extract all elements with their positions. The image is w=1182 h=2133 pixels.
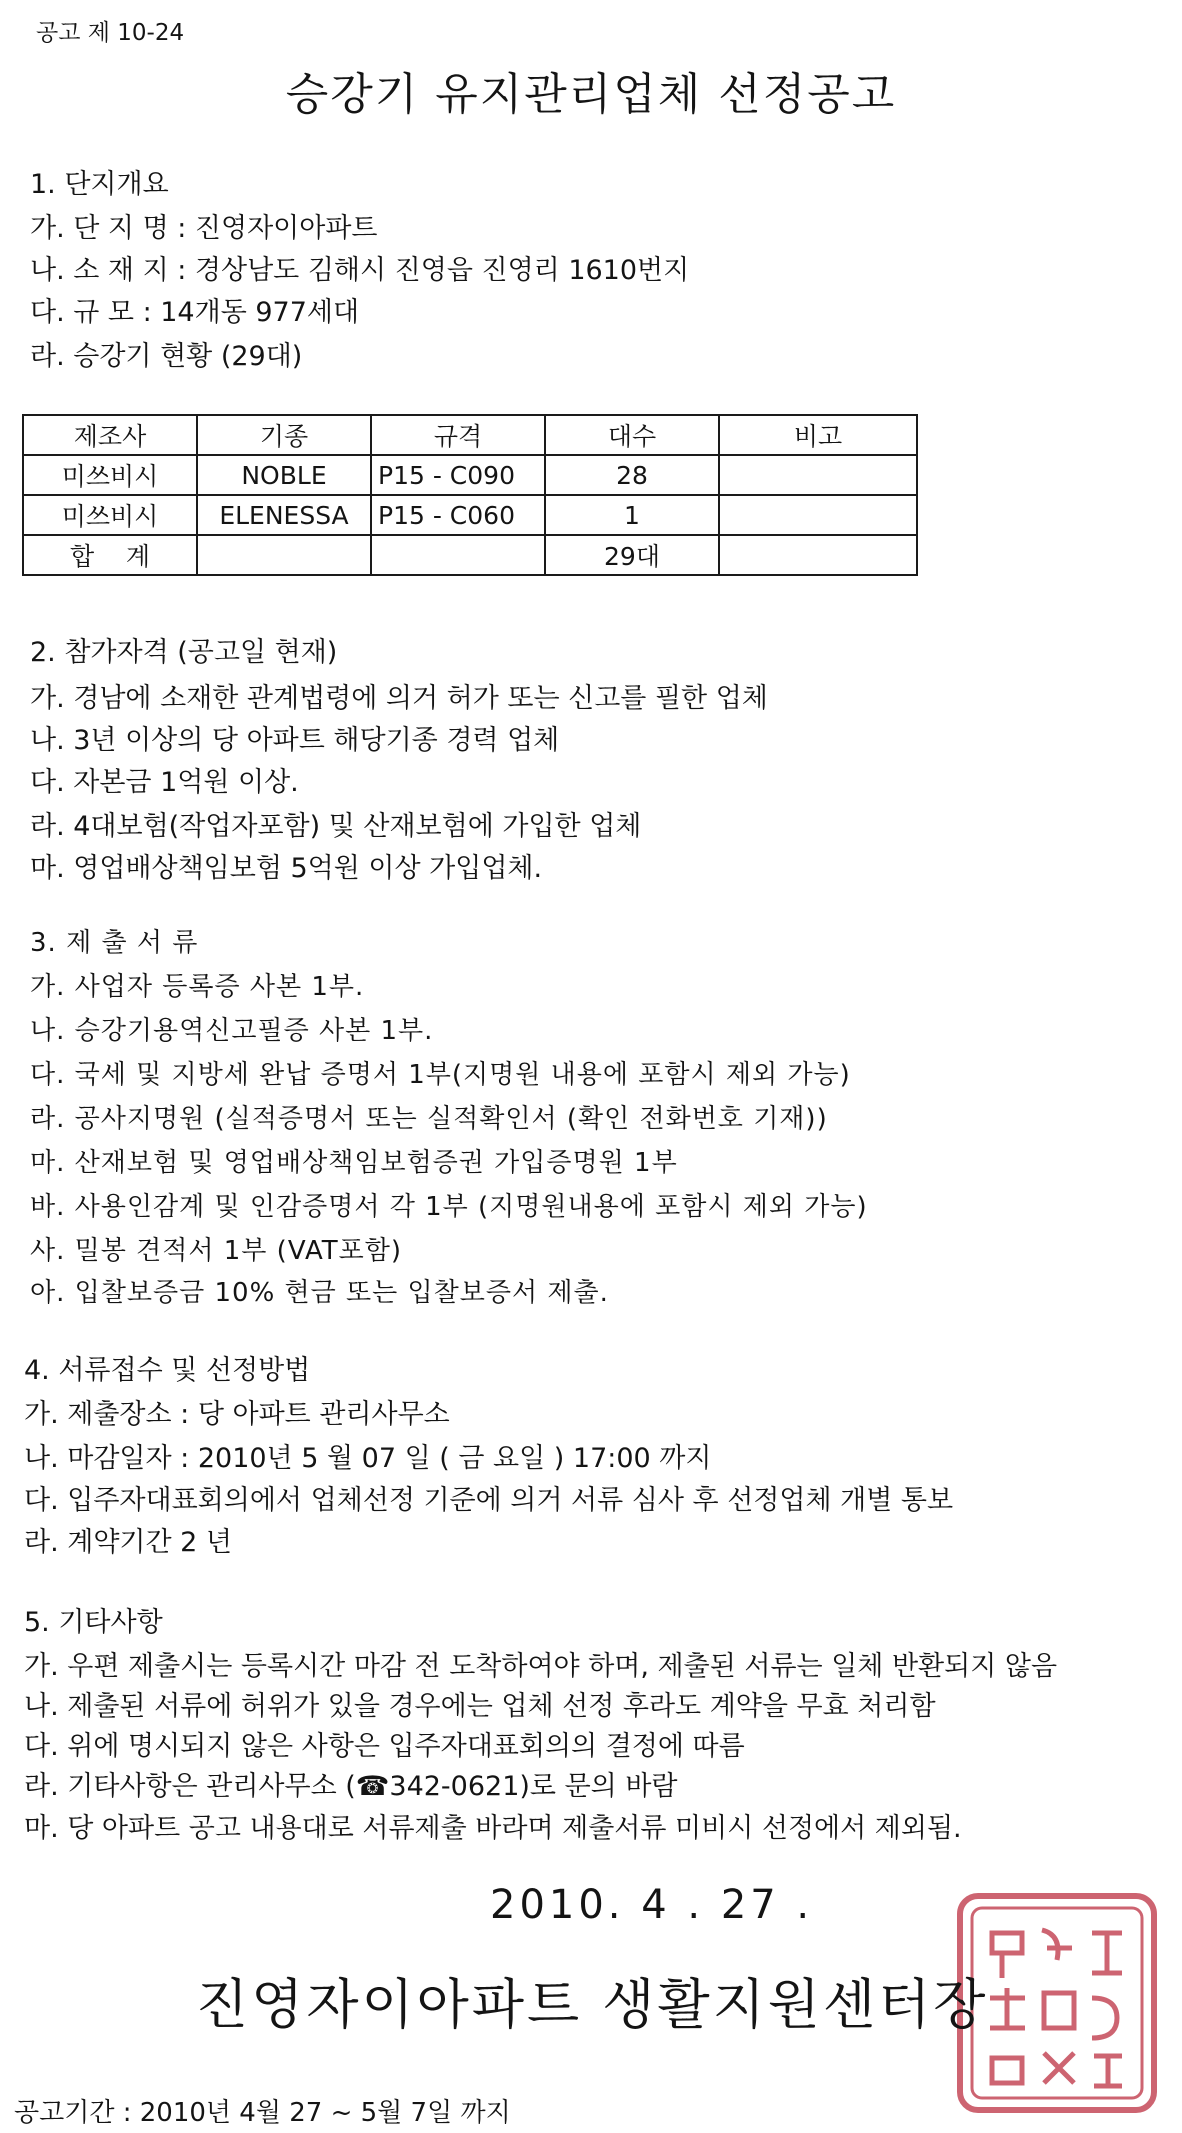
section2-item: 가. 경남에 소재한 관계법령에 의거 허가 또는 신고를 필한 업체 (30, 683, 768, 714)
section5-item: 나. 제출된 서류에 허위가 있을 경우에는 업체 선정 후라도 계약을 무효 처리함 (24, 1691, 936, 1722)
elevator-table (22, 414, 918, 576)
table-cell (719, 495, 917, 535)
table-cell: ELENESSA (197, 495, 371, 535)
table-cell: NOBLE (197, 455, 371, 495)
column-header: 기종 (197, 415, 371, 455)
section3-item: 아. 입찰보증금 10% 현금 또는 입찰보증서 제출. (30, 1278, 609, 1308)
table-cell: 미쓰비시 (23, 455, 197, 495)
section1-item: 가. 단 지 명 : 진영자이아파트 (30, 213, 378, 244)
table-cell (719, 455, 917, 495)
table-cell: 29대 (545, 535, 719, 575)
table-cell: 1 (545, 495, 719, 535)
section5-item: 다. 위에 명시되지 않은 사항은 입주자대표회의의 결정에 따름 (24, 1731, 745, 1762)
table-cell (197, 535, 371, 575)
section2-item: 다. 자본금 1억원 이상. (30, 767, 299, 798)
table-cell: 미쓰비시 (23, 495, 197, 535)
section3-item: 사. 밀봉 견적서 1부 (VAT포함) (30, 1236, 402, 1266)
section4-item: 다. 입주자대표회의에서 업체선정 기준에 의거 서류 심사 후 선정업체 개별 통보 (24, 1485, 954, 1516)
section5-item: 라. 기타사항은 관리사무소 (☎342-0621)로 문의 바람 (24, 1771, 678, 1802)
table-row (23, 495, 917, 535)
table-header-row (23, 415, 917, 455)
table-cell: 합 계 (23, 535, 197, 575)
table-cell (719, 535, 917, 575)
table-cell: 28 (545, 455, 719, 495)
section1-item: 나. 소 재 지 : 경상남도 김해시 진영읍 진영리 1610번지 (30, 255, 690, 286)
section5-item: 마. 당 아파트 공고 내용대로 서류제출 바라며 제출서류 미비시 선정에서 제외됨. (24, 1813, 962, 1844)
table-row (23, 455, 917, 495)
section5-heading: 5. 기타사항 (24, 1607, 163, 1638)
table-cell: P15 - C090 (371, 455, 545, 495)
section2-item: 마. 영업배상책임보험 5억원 이상 가입업체. (30, 853, 543, 884)
page-title: 승강기 유지관리업체 선정공고 (285, 69, 897, 120)
section4-item: 라. 계약기간 2 년 (24, 1527, 233, 1558)
section1-heading: 1. 단지개요 (30, 169, 169, 200)
section1-item: 라. 승강기 현황 (29대) (30, 341, 303, 372)
section3-item: 가. 사업자 등록증 사본 1부. (30, 972, 365, 1002)
section3-item: 바. 사용인감계 및 인감증명서 각 1부 (지명원내용에 포함시 제외 가능) (30, 1192, 868, 1222)
section5-item: 가. 우편 제출시는 등록시간 마감 전 도착하여야 하며, 제출된 서류는 일체 반환되지 않음 (24, 1651, 1058, 1682)
section2-heading: 2. 참가자격 (공고일 현재) (30, 637, 338, 668)
notice-number: 공고 제 10-24 (36, 20, 185, 46)
table-row (23, 535, 917, 575)
column-header: 대수 (545, 415, 719, 455)
section3-heading: 3. 제 출 서 류 (30, 928, 199, 958)
column-header: 비고 (719, 415, 917, 455)
section3-item: 다. 국세 및 지방세 완납 증명서 1부(지명원 내용에 포함시 제외 가능) (30, 1060, 851, 1090)
column-header: 제조사 (23, 415, 197, 455)
section3-item: 라. 공사지명원 (실적증명서 또는 실적확인서 (확인 전화번호 기재)) (30, 1104, 828, 1134)
issue-date: 2010. 4 . 27 . (490, 1882, 814, 1928)
section4-item: 나. 마감일자 : 2010년 5 월 07 일 ( 금 요일 ) 17:00 까지 (24, 1443, 712, 1474)
section2-item: 나. 3년 이상의 당 아파트 해당기종 경력 업체 (30, 725, 560, 756)
section3-item: 마. 산재보험 및 영업배상책임보험증권 가입증명원 1부 (30, 1148, 678, 1178)
notice-period: 공고기간 : 2010년 4월 27 ~ 5월 7일 까지 (14, 2098, 511, 2128)
section2-item: 라. 4대보험(작업자포함) 및 산재보험에 가입한 업체 (30, 811, 642, 842)
section4-item: 가. 제출장소 : 당 아파트 관리사무소 (24, 1399, 450, 1430)
table-cell (371, 535, 545, 575)
column-header: 규격 (371, 415, 545, 455)
signer-name: 진영자이아파트 생활지원센터장 (196, 1973, 989, 2036)
section1-item: 다. 규 모 : 14개동 977세대 (30, 297, 360, 328)
section3-item: 나. 승강기용역신고필증 사본 1부. (30, 1016, 434, 1046)
table-cell: P15 - C060 (371, 495, 545, 535)
section4-heading: 4. 서류접수 및 선정방법 (24, 1355, 311, 1386)
